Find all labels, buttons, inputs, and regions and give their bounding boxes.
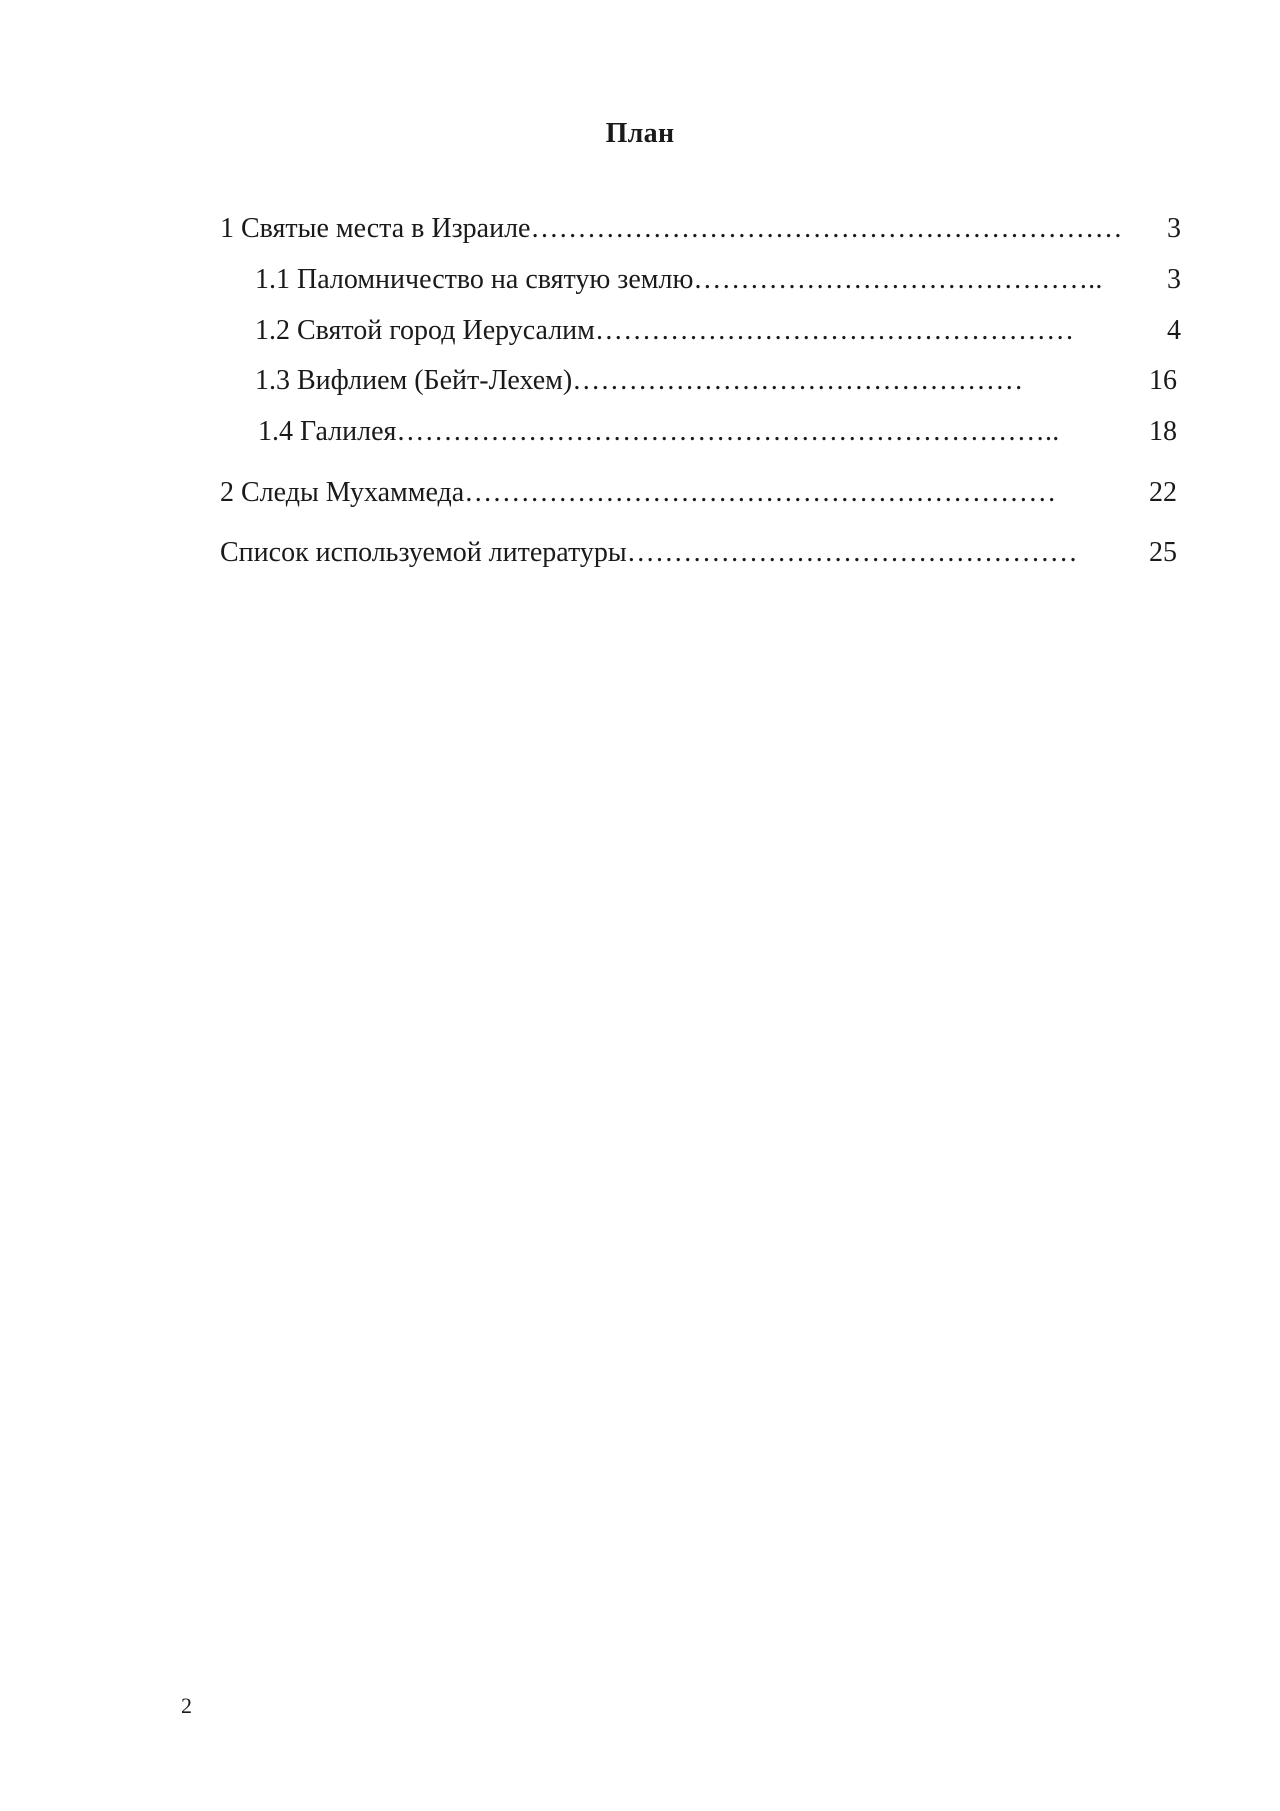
toc-entry-dots: ………………………………………… xyxy=(572,365,1024,396)
toc-entry-label: 1 Святые места в Израиле xyxy=(220,213,531,244)
toc-entry-page: 22 xyxy=(1149,477,1177,508)
toc-entry-dots: …………………………………………………………….. xyxy=(396,416,1060,447)
toc-entry-1 xyxy=(220,212,1181,246)
toc-entry-dots: ……………………………………………………… xyxy=(464,477,1057,508)
toc-entry-label: 2 Следы Мухаммеда xyxy=(220,477,465,508)
toc-entry-label: 1.1 Паломничество на святую землю xyxy=(255,264,694,295)
toc-entry-label: Список используемой литературы xyxy=(220,537,627,568)
toc-entry-page: 3 xyxy=(1167,213,1181,244)
toc-entry-page: 18 xyxy=(1149,416,1177,447)
toc-entry-dots: …………………………………….. xyxy=(693,264,1103,295)
toc-entry-1-3 xyxy=(255,364,1177,398)
toc-entry-dots: ……………………………………………………… xyxy=(530,213,1123,244)
toc-entry-page: 4 xyxy=(1167,315,1181,346)
toc-entry-label: 1.2 Святой город Иерусалим xyxy=(255,315,595,346)
toc-entry-dots: …………………………………………… xyxy=(594,315,1075,346)
page-title: План xyxy=(605,118,675,149)
page-number: 2 xyxy=(181,1693,192,1718)
toc-entry-2 xyxy=(220,476,1177,510)
toc-entry-1-4 xyxy=(258,415,1177,449)
toc-entry-1-2 xyxy=(255,314,1181,348)
toc-entry-references xyxy=(220,536,1177,570)
toc-entry-1-1 xyxy=(255,263,1181,297)
toc-entry-label: 1.3 Вифлием (Бейт-Лехем) xyxy=(255,365,573,396)
toc-entry-page: 3 xyxy=(1167,264,1181,295)
toc-entry-page: 25 xyxy=(1149,537,1177,568)
toc-entry-dots: ………………………………………… xyxy=(626,537,1078,568)
toc-entry-page: 16 xyxy=(1149,365,1177,396)
toc-entry-label: 1.4 Галилея xyxy=(258,416,397,447)
